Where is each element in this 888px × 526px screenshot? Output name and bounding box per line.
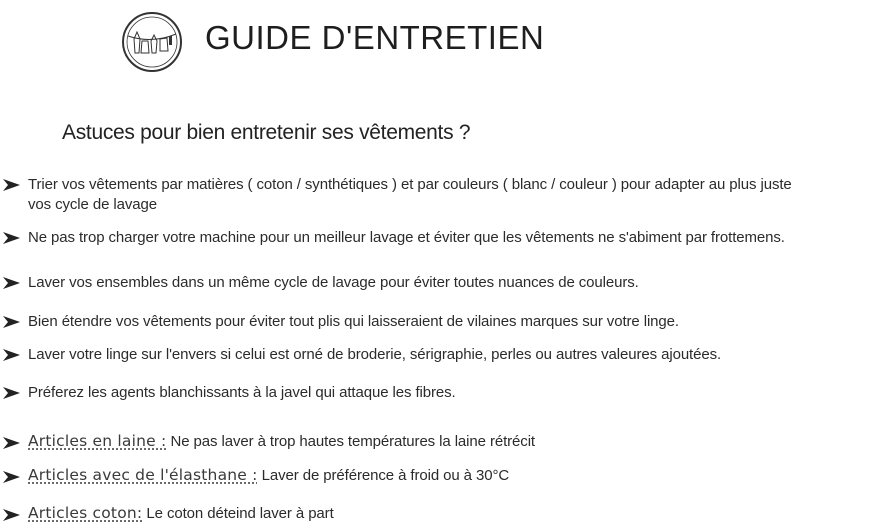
article-description: Laver de préférence à froid ou à 30°C: [257, 467, 510, 484]
tip-text: Bien étendre vos vêtements pour éviter tout plis qui laisseraient de vilaines marques sur votre linge.: [28, 313, 679, 330]
subtitle: Astuces pour bien entretenir ses vêtements ?: [62, 121, 471, 144]
arrowhead-bullet-icon: [3, 277, 20, 289]
list-item: [0, 175, 888, 215]
arrowhead-bullet-icon: [3, 509, 20, 521]
arrowhead-bullet-icon: [3, 471, 20, 483]
arrowhead-bullet-icon: [3, 437, 20, 449]
tip-text: Laver votre linge sur l'envers si celui est orné de broderie, sérigraphie, perles ou autres valeures ajoutées.: [28, 346, 722, 363]
arrowhead-bullet-icon: [3, 316, 20, 328]
list-item: [0, 503, 888, 526]
list-item: [0, 465, 888, 505]
article-text: [28, 503, 334, 524]
page-title: GUIDE D'ENTRETIEN: [205, 19, 545, 56]
arrowhead-bullet-icon: [3, 387, 20, 399]
list-item: [0, 273, 888, 313]
list-item: [0, 228, 888, 268]
article-label: Articles en laine :: [28, 432, 167, 450]
article-label: Articles coton:: [28, 504, 143, 522]
list-item: [0, 383, 888, 423]
tip-text: Trier vos vêtements par matières ( coton / synthétiques ) et par couleurs ( blanc / couleur ) pour adapter au plus juste vos cycle de lavage: [28, 176, 792, 213]
article-description: Le coton déteind laver à part: [142, 505, 334, 522]
arrowhead-bullet-icon: [3, 349, 20, 361]
list-item: [0, 345, 888, 385]
article-label: Articles avec de l'élasthane :: [28, 466, 258, 484]
tip-text: Préferez les agents blanchissants à la javel qui attaque les fibres.: [28, 384, 456, 401]
tip-text: Ne pas trop charger votre machine pour un meilleur lavage et éviter que les vêtements ne s'abiment par frottemens.: [28, 229, 785, 246]
article-description: Ne pas laver à trop hautes températures la laine rétrécit: [166, 433, 535, 450]
logo: [120, 10, 184, 74]
article-text: [28, 465, 509, 486]
clothesline-logo-icon: [120, 10, 184, 74]
article-text: [28, 431, 535, 452]
arrowhead-bullet-icon: [3, 232, 20, 244]
arrowhead-bullet-icon: [3, 179, 20, 191]
tip-text: Laver vos ensembles dans un même cycle de lavage pour éviter toutes nuances de couleurs.: [28, 274, 639, 291]
